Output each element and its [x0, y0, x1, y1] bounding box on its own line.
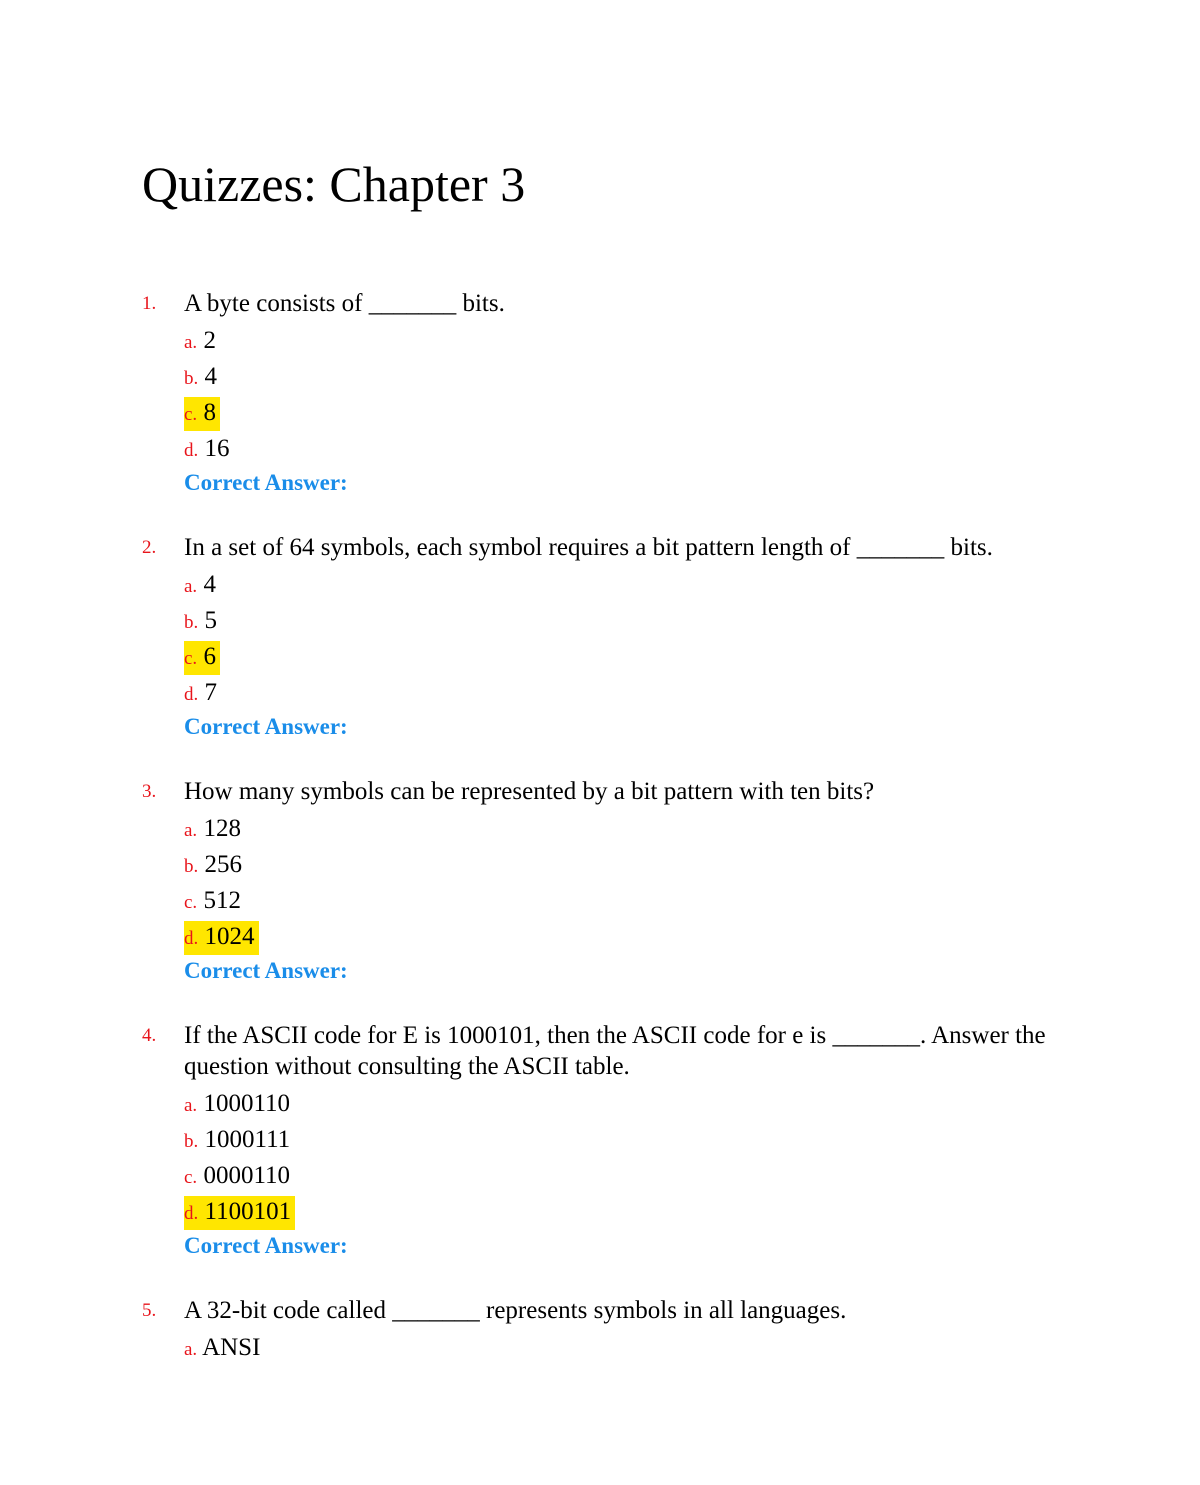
correct-highlight	[184, 641, 220, 675]
option-letter: c.	[184, 1167, 198, 1188]
option-text: 512	[203, 887, 241, 914]
question-number: 4.	[142, 1025, 157, 1046]
option-text: 1100101	[204, 1198, 292, 1225]
option-list	[184, 1330, 1102, 1366]
correct-highlight	[184, 397, 220, 431]
option-text: 7	[204, 679, 217, 706]
option-c	[184, 883, 1102, 919]
option-a	[184, 323, 1102, 359]
question-number: 2.	[142, 537, 157, 558]
option-letter: b.	[184, 612, 199, 633]
question-number: 3.	[142, 781, 157, 802]
option-text: 4	[203, 571, 216, 598]
option-a	[184, 1330, 1102, 1366]
correct-answer-label: Correct Answer:	[184, 1233, 348, 1258]
option-text: 1000111	[204, 1126, 291, 1153]
option-c	[184, 1158, 1102, 1194]
correct-highlight	[184, 1196, 295, 1230]
question-row	[142, 532, 1102, 563]
question-row	[142, 776, 1102, 807]
question-text: A 32-bit code called _______ represents symbols in all languages.	[184, 1297, 847, 1324]
option-list	[184, 811, 1102, 987]
option-letter: a.	[184, 332, 198, 353]
question-text: If the ASCII code for E is 1000101, then the ASCII code for e is _______. Answer the question without consulting the ASCII table.	[184, 1022, 1046, 1080]
question-row	[142, 1020, 1102, 1082]
option-letter: c.	[184, 404, 198, 425]
option-text: 4	[204, 363, 217, 390]
option-b	[184, 359, 1102, 395]
option-list	[184, 567, 1102, 743]
question-5	[142, 1295, 1102, 1366]
option-text: 1000110	[203, 1090, 291, 1117]
option-letter: d.	[184, 684, 199, 705]
option-c	[184, 639, 1102, 675]
question-2	[142, 532, 1102, 743]
option-letter: d.	[184, 1203, 199, 1224]
option-text: 0000110	[203, 1162, 291, 1189]
option-letter: b.	[184, 1131, 199, 1152]
question-3	[142, 776, 1102, 987]
option-list	[184, 1086, 1102, 1262]
option-letter: b.	[184, 856, 199, 877]
option-text: 5	[204, 607, 217, 634]
question-text: A byte consists of _______ bits.	[184, 290, 505, 317]
option-text: ANSI	[202, 1334, 261, 1361]
correct-answer-label: Correct Answer:	[184, 958, 348, 983]
option-letter: c.	[184, 892, 198, 913]
correct-answer-label: Correct Answer:	[184, 470, 348, 495]
option-letter: a.	[184, 820, 198, 841]
page-title: Quizzes: Chapter 3	[142, 156, 526, 212]
question-text: In a set of 64 symbols, each symbol requires a bit pattern length of _______ bits.	[184, 534, 993, 561]
option-text: 1024	[204, 923, 255, 950]
option-b	[184, 847, 1102, 883]
question-row	[142, 1295, 1102, 1326]
option-letter: d.	[184, 440, 199, 461]
option-text: 16	[204, 435, 230, 462]
option-d	[184, 431, 1102, 467]
option-list	[184, 323, 1102, 499]
correct-highlight	[184, 921, 259, 955]
option-a	[184, 567, 1102, 603]
option-letter: a.	[184, 576, 198, 597]
option-d	[184, 1194, 1102, 1230]
question-1	[142, 288, 1102, 499]
option-a	[184, 1086, 1102, 1122]
option-letter: a.	[184, 1095, 198, 1116]
option-a	[184, 811, 1102, 847]
option-b	[184, 603, 1102, 639]
question-4	[142, 1020, 1102, 1262]
option-letter: c.	[184, 648, 198, 669]
option-d	[184, 675, 1102, 711]
question-number: 5.	[142, 1300, 157, 1321]
option-letter: b.	[184, 368, 199, 389]
option-b	[184, 1122, 1102, 1158]
option-text: 128	[203, 815, 241, 842]
option-c	[184, 395, 1102, 431]
question-number: 1.	[142, 293, 157, 314]
option-d	[184, 919, 1102, 955]
option-text: 256	[204, 851, 242, 878]
correct-answer-label: Correct Answer:	[184, 714, 348, 739]
option-text: 6	[203, 643, 216, 670]
option-text: 8	[203, 399, 216, 426]
question-row	[142, 288, 1102, 319]
option-text: 2	[203, 327, 216, 354]
question-text: How many symbols can be represented by a bit pattern with ten bits?	[184, 778, 875, 805]
option-letter: a.	[184, 1339, 198, 1360]
option-letter: d.	[184, 928, 199, 949]
